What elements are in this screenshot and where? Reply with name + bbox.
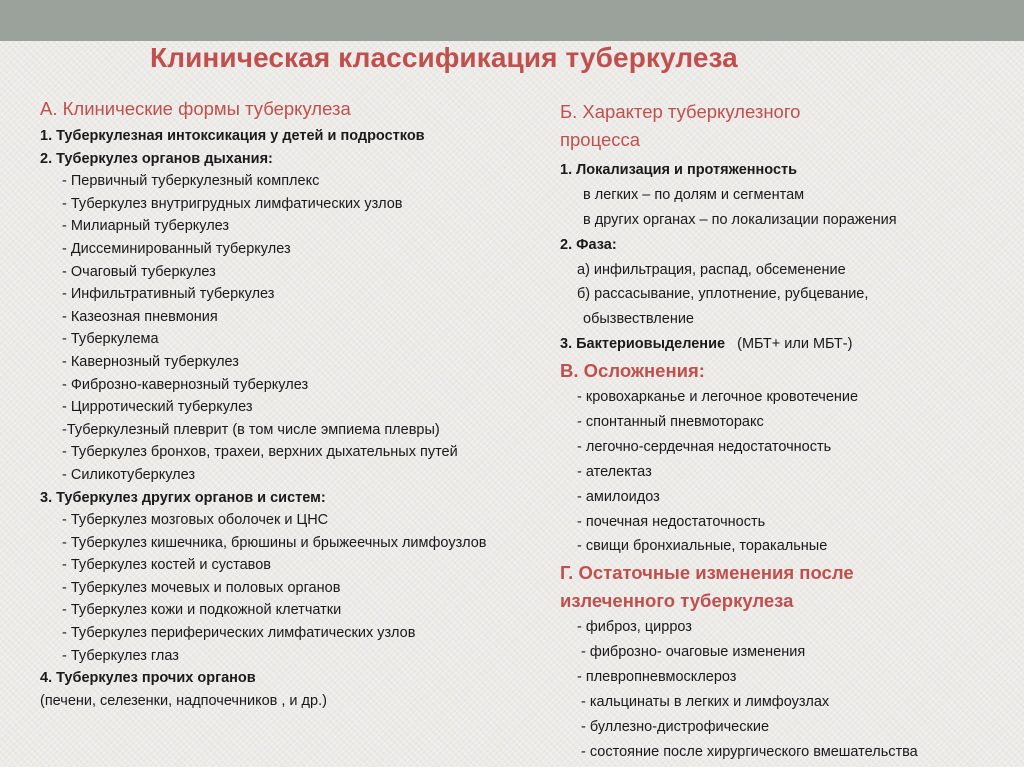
list-item: - Диссеминированный туберкулез bbox=[62, 240, 291, 257]
list-item: - свищи бронхиальные, торакальные bbox=[577, 538, 828, 555]
section-b3-note: (МБТ+ или МБТ-) bbox=[725, 336, 853, 353]
section-3: 3. Туберкулез других органов и систем: bbox=[40, 489, 326, 506]
list-item: - Туберкулема bbox=[62, 331, 159, 348]
list-item: - Фиброзно-кавернозный туберкулез bbox=[62, 376, 309, 393]
list-item: - Казеозная пневмония bbox=[62, 308, 218, 325]
list-item: - Милиарный туберкулез bbox=[62, 218, 230, 235]
section-1: 1. Туберкулезная интоксикация у детей и подростков bbox=[40, 128, 425, 144]
list-item: - Туберкулез мочевых и половых органов bbox=[62, 579, 341, 596]
list-item: - кальцинаты в легких и лимфоузлах bbox=[577, 694, 830, 711]
list-item: - Инфильтративный туберкулез bbox=[62, 286, 275, 303]
list-item: - спонтанный пневмоторакс bbox=[577, 414, 764, 431]
list-item: обызвествление bbox=[583, 311, 695, 328]
list-item: - Туберкулез бронхов, трахеи, верхних дыхательных путей bbox=[62, 444, 458, 461]
list-item: - ателектаз bbox=[577, 463, 652, 480]
list-item: - Туберкулез кожи и подкожной клетчатки bbox=[62, 602, 342, 619]
slide-title: Клиническая классификация туберкулеза bbox=[150, 42, 738, 73]
list-item: б) рассасывание, уплотнение, рубцевание, bbox=[577, 286, 869, 303]
list-item: - Туберкулез внутригрудных лимфатических узлов bbox=[62, 195, 403, 212]
list-item: - Силикотуберкулез bbox=[62, 466, 196, 483]
section-b1: 1. Локализация и протяженность bbox=[560, 162, 798, 178]
list-item: - Туберкулез периферических лимфатических узлов bbox=[62, 625, 416, 642]
list-item: - Цирротический туберкулез bbox=[62, 399, 253, 416]
section-4-note: (печени, селезенки, надпочечников , и др.) bbox=[40, 692, 327, 709]
list-item: - Кавернозный туберкулез bbox=[62, 353, 239, 370]
column-process-character bbox=[560, 98, 1000, 765]
list-item: - Туберкулез мозговых оболочек и ЦНС bbox=[62, 512, 329, 529]
list-item: - легочно-сердечная недостаточность bbox=[577, 438, 832, 455]
column-clinical-forms bbox=[40, 97, 560, 712]
section-4: 4. Туберкулез прочих органов bbox=[40, 670, 256, 687]
list-item: - состояние после хирургического вмешательства bbox=[577, 743, 918, 760]
list-item: - кровохарканье и легочное кровотечение bbox=[577, 389, 859, 406]
list-item: - Туберкулез костей и суставов bbox=[62, 557, 271, 574]
list-item: - Туберкулез глаз bbox=[62, 647, 179, 664]
section-b2: 2. Фаза: bbox=[560, 236, 617, 253]
section-b3 bbox=[560, 332, 1000, 357]
list-item: - плевропневмосклероз bbox=[577, 669, 737, 686]
list-item: - Туберкулез кишечника, брюшины и брыжеечных лимфоузлов bbox=[62, 534, 487, 551]
list-item: а) инфильтрация, распад, обсеменение bbox=[577, 261, 846, 278]
heading-g-line1: Г. Остаточные изменения после bbox=[560, 562, 854, 584]
list-item: - почечная недостаточность bbox=[577, 513, 766, 530]
list-item: - буллезно-дистрофические bbox=[577, 718, 770, 735]
heading-b-line2: процесса bbox=[560, 129, 641, 150]
list-item: - амилоидоз bbox=[577, 488, 660, 505]
heading-v: В. Осложнения: bbox=[560, 360, 705, 382]
heading-b-line1: Б. Характер туберкулезного bbox=[560, 101, 801, 122]
list-item: - Первичный туберкулезный комплекс bbox=[62, 173, 320, 190]
list-item: в других органах – по локализации поражения bbox=[583, 211, 897, 228]
heading-g-line2: излеченного туберкулеза bbox=[560, 590, 794, 612]
section-2: 2. Туберкулез органов дыхания: bbox=[40, 150, 273, 167]
list-item: -Туберкулезный плеврит (в том числе эмпиема плевры) bbox=[62, 421, 440, 438]
top-banner bbox=[0, 0, 1024, 41]
list-item: - фиброз, цирроз bbox=[577, 619, 692, 636]
list-item: - Очаговый туберкулез bbox=[62, 263, 216, 280]
section-b3-label: 3. Бактериовыделение bbox=[560, 336, 726, 353]
heading-a: А. Клинические формы туберкулеза bbox=[40, 98, 351, 119]
list-item: в легких – по долям и сегментам bbox=[583, 186, 805, 203]
list-item: - фиброзно- очаговые изменения bbox=[577, 644, 806, 661]
